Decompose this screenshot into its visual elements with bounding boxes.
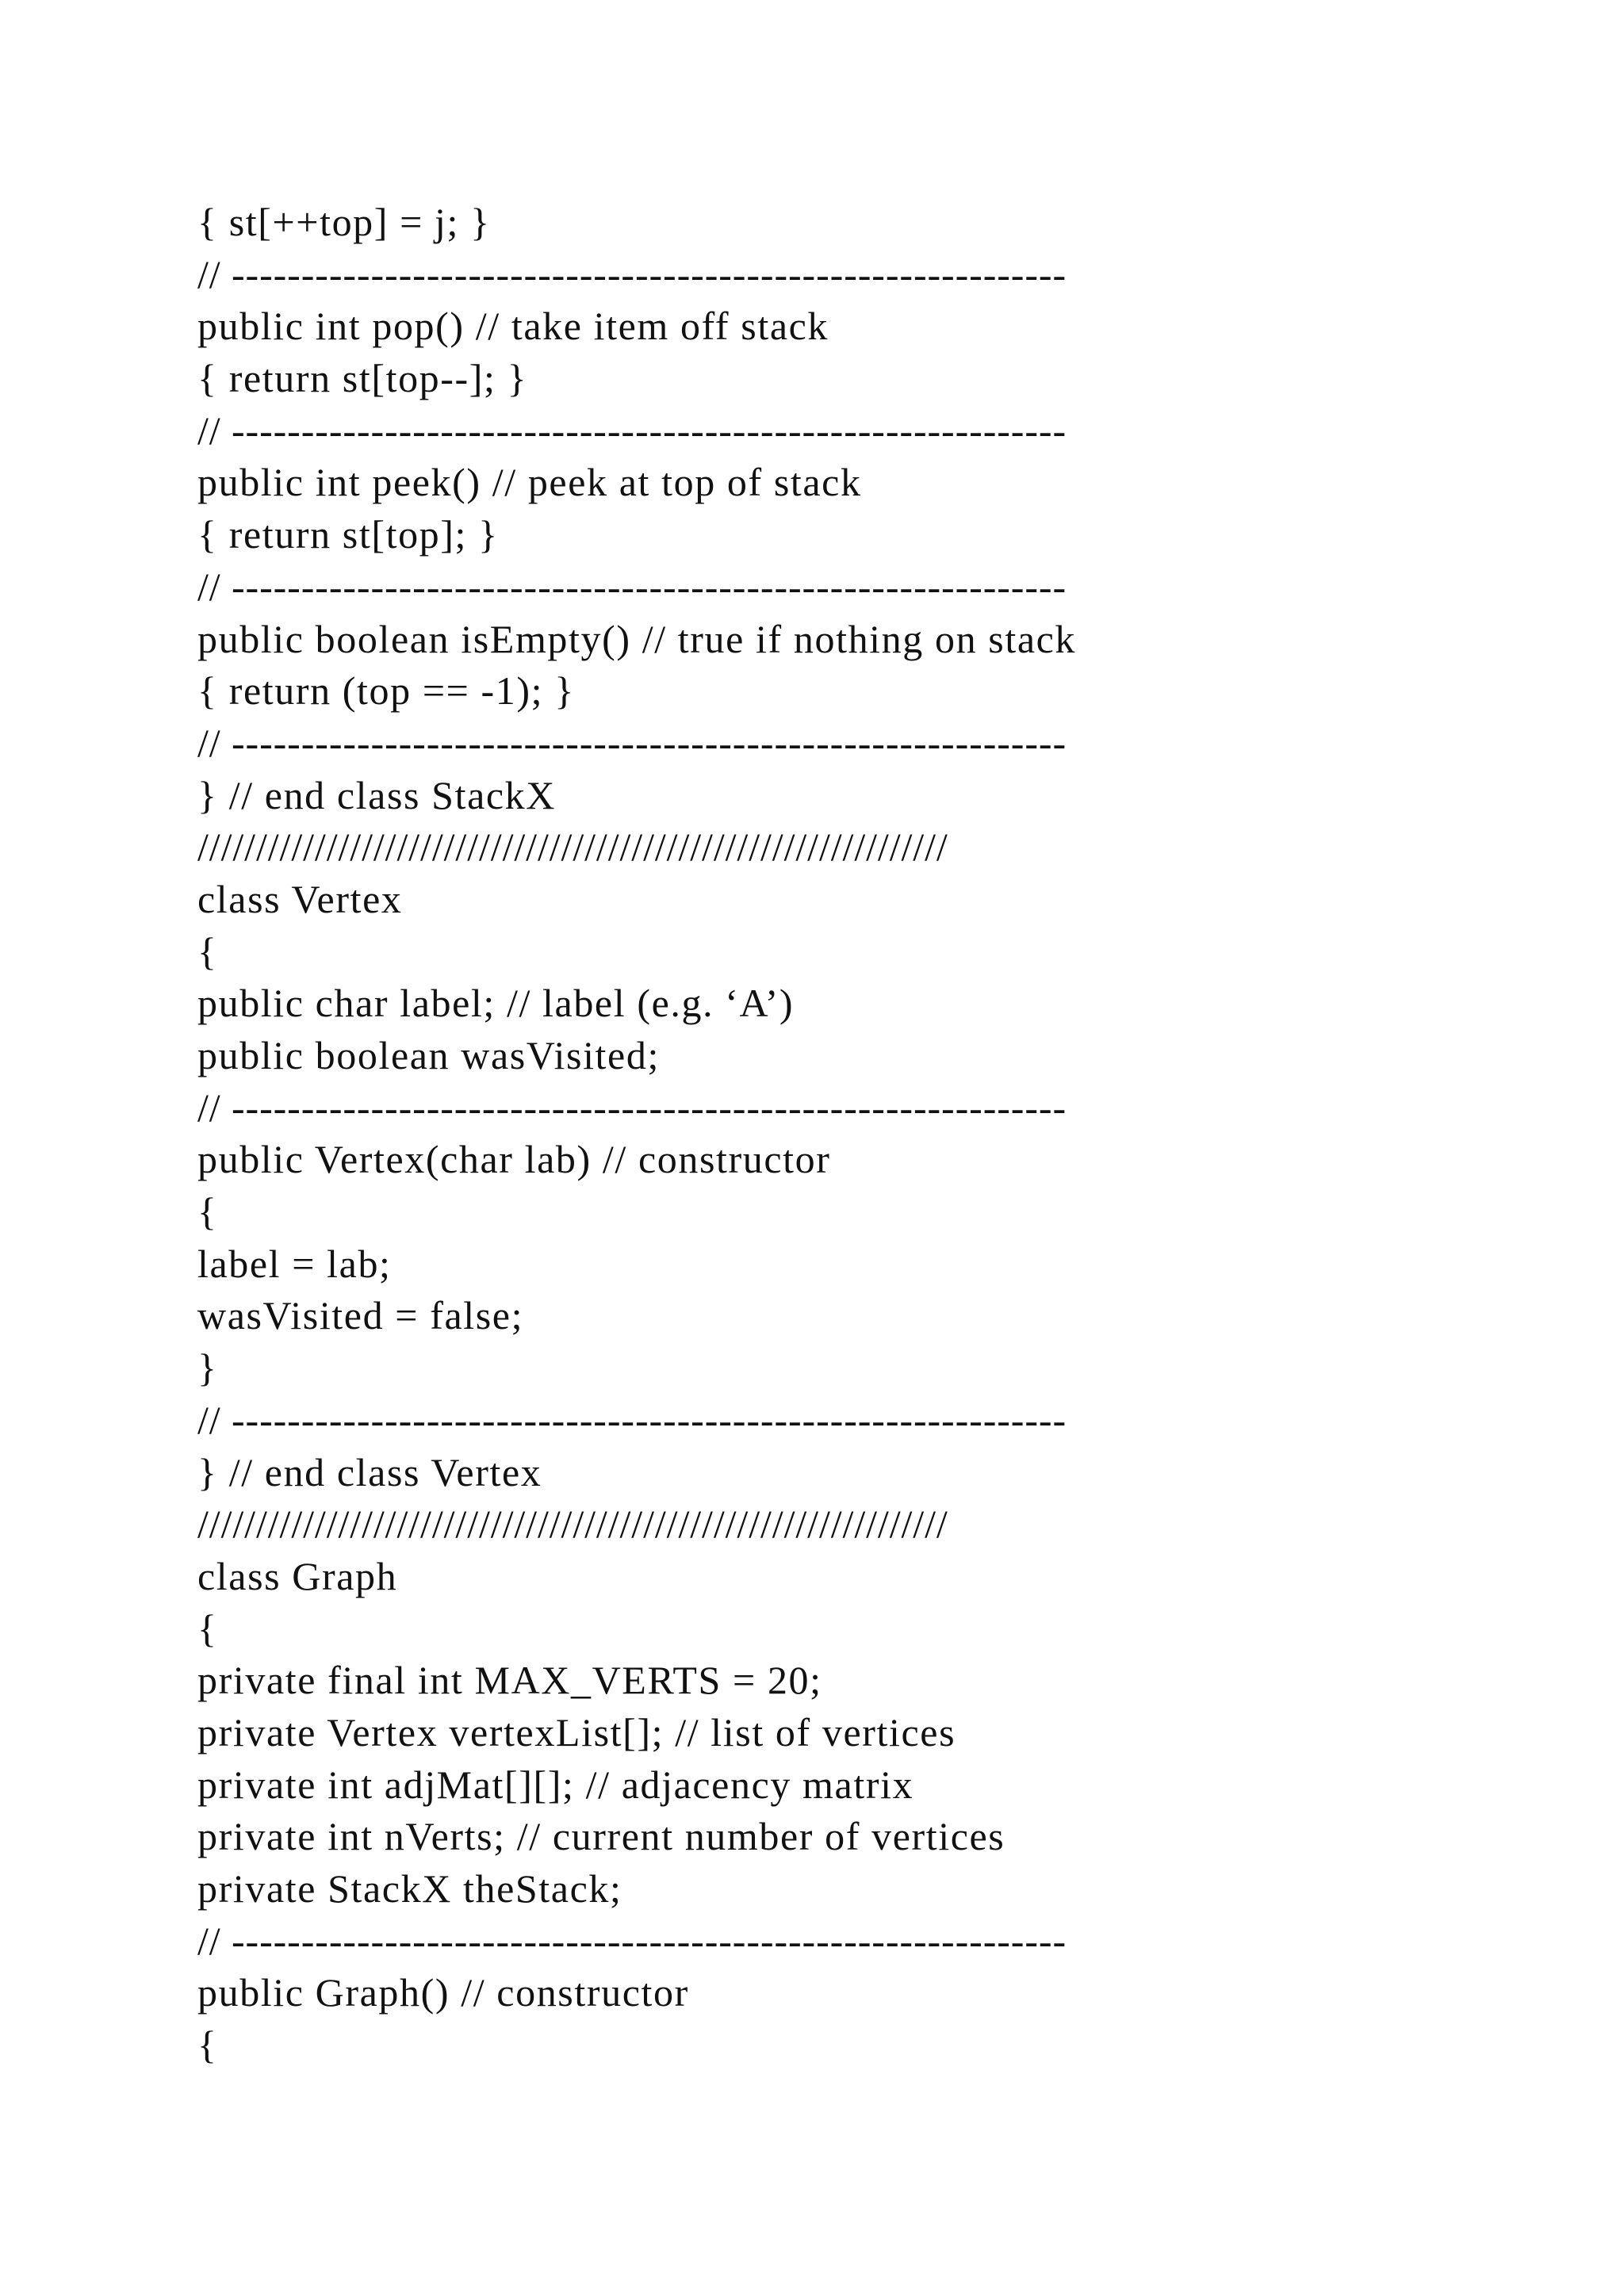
code-line-32: private int nVerts; // current number of vertices bbox=[197, 1814, 1005, 1859]
code-line-21: label = lab; bbox=[197, 1241, 392, 1286]
code-line-27: class Graph bbox=[197, 1553, 398, 1598]
code-line-33: private StackX theStack; bbox=[197, 1866, 622, 1911]
code-listing bbox=[197, 197, 1545, 2072]
code-line-12: } // end class StackX bbox=[197, 772, 556, 817]
code-line-14: class Vertex bbox=[197, 876, 403, 921]
code-line-36: { bbox=[197, 2022, 218, 2068]
code-line-15: { bbox=[197, 928, 218, 974]
separator-comment-line: // ------------------------------------------------------------ bbox=[197, 408, 1067, 453]
code-line-35: public Graph() // constructor bbox=[197, 1970, 689, 2015]
code-line-9: public boolean isEmpty() // true if nothing on stack bbox=[197, 616, 1077, 661]
code-line-7: { return st[top]; } bbox=[197, 512, 499, 557]
slash-divider-line: //////////////////////////////////////////////////////////////// bbox=[197, 1502, 948, 1547]
code-line-17: public boolean wasVisited; bbox=[197, 1033, 660, 1077]
separator-comment-line: // ------------------------------------------------------------ bbox=[197, 251, 1067, 297]
code-line-31: private int adjMat[][]; // adjacency matrix bbox=[197, 1762, 914, 1807]
separator-comment-line: // ------------------------------------------------------------ bbox=[197, 720, 1067, 765]
separator-comment-line: // ------------------------------------------------------------ bbox=[197, 564, 1067, 609]
separator-comment-line: // ------------------------------------------------------------ bbox=[197, 1397, 1067, 1442]
code-line-4: { return st[top--]; } bbox=[197, 356, 528, 401]
code-line-16: public char label; // label (e.g. ‘A’) bbox=[197, 981, 795, 1026]
slash-divider-line: //////////////////////////////////////////////////////////////// bbox=[197, 825, 948, 870]
code-line-20: { bbox=[197, 1189, 218, 1234]
separator-comment-line: // ------------------------------------------------------------ bbox=[197, 1918, 1067, 1963]
code-line-6: public int peek() // peek at top of stack bbox=[197, 460, 862, 505]
code-line-10: { return (top == -1); } bbox=[197, 668, 575, 714]
code-line-28: { bbox=[197, 1605, 218, 1651]
code-line-25: } // end class Vertex bbox=[197, 1449, 542, 1494]
code-line-3: public int pop() // take item off stack bbox=[197, 304, 829, 349]
code-line-30: private Vertex vertexList[]; // list of vertices bbox=[197, 1709, 956, 1755]
code-line-1: { st[++top] = j; } bbox=[197, 200, 491, 244]
code-line-22: wasVisited = false; bbox=[197, 1293, 524, 1338]
code-line-23: } bbox=[197, 1345, 218, 1391]
separator-comment-line: // ------------------------------------------------------------ bbox=[197, 1085, 1067, 1130]
code-line-29: private final int MAX_VERTS = 20; bbox=[197, 1658, 822, 1703]
code-line-19: public Vertex(char lab) // constructor bbox=[197, 1137, 831, 1182]
